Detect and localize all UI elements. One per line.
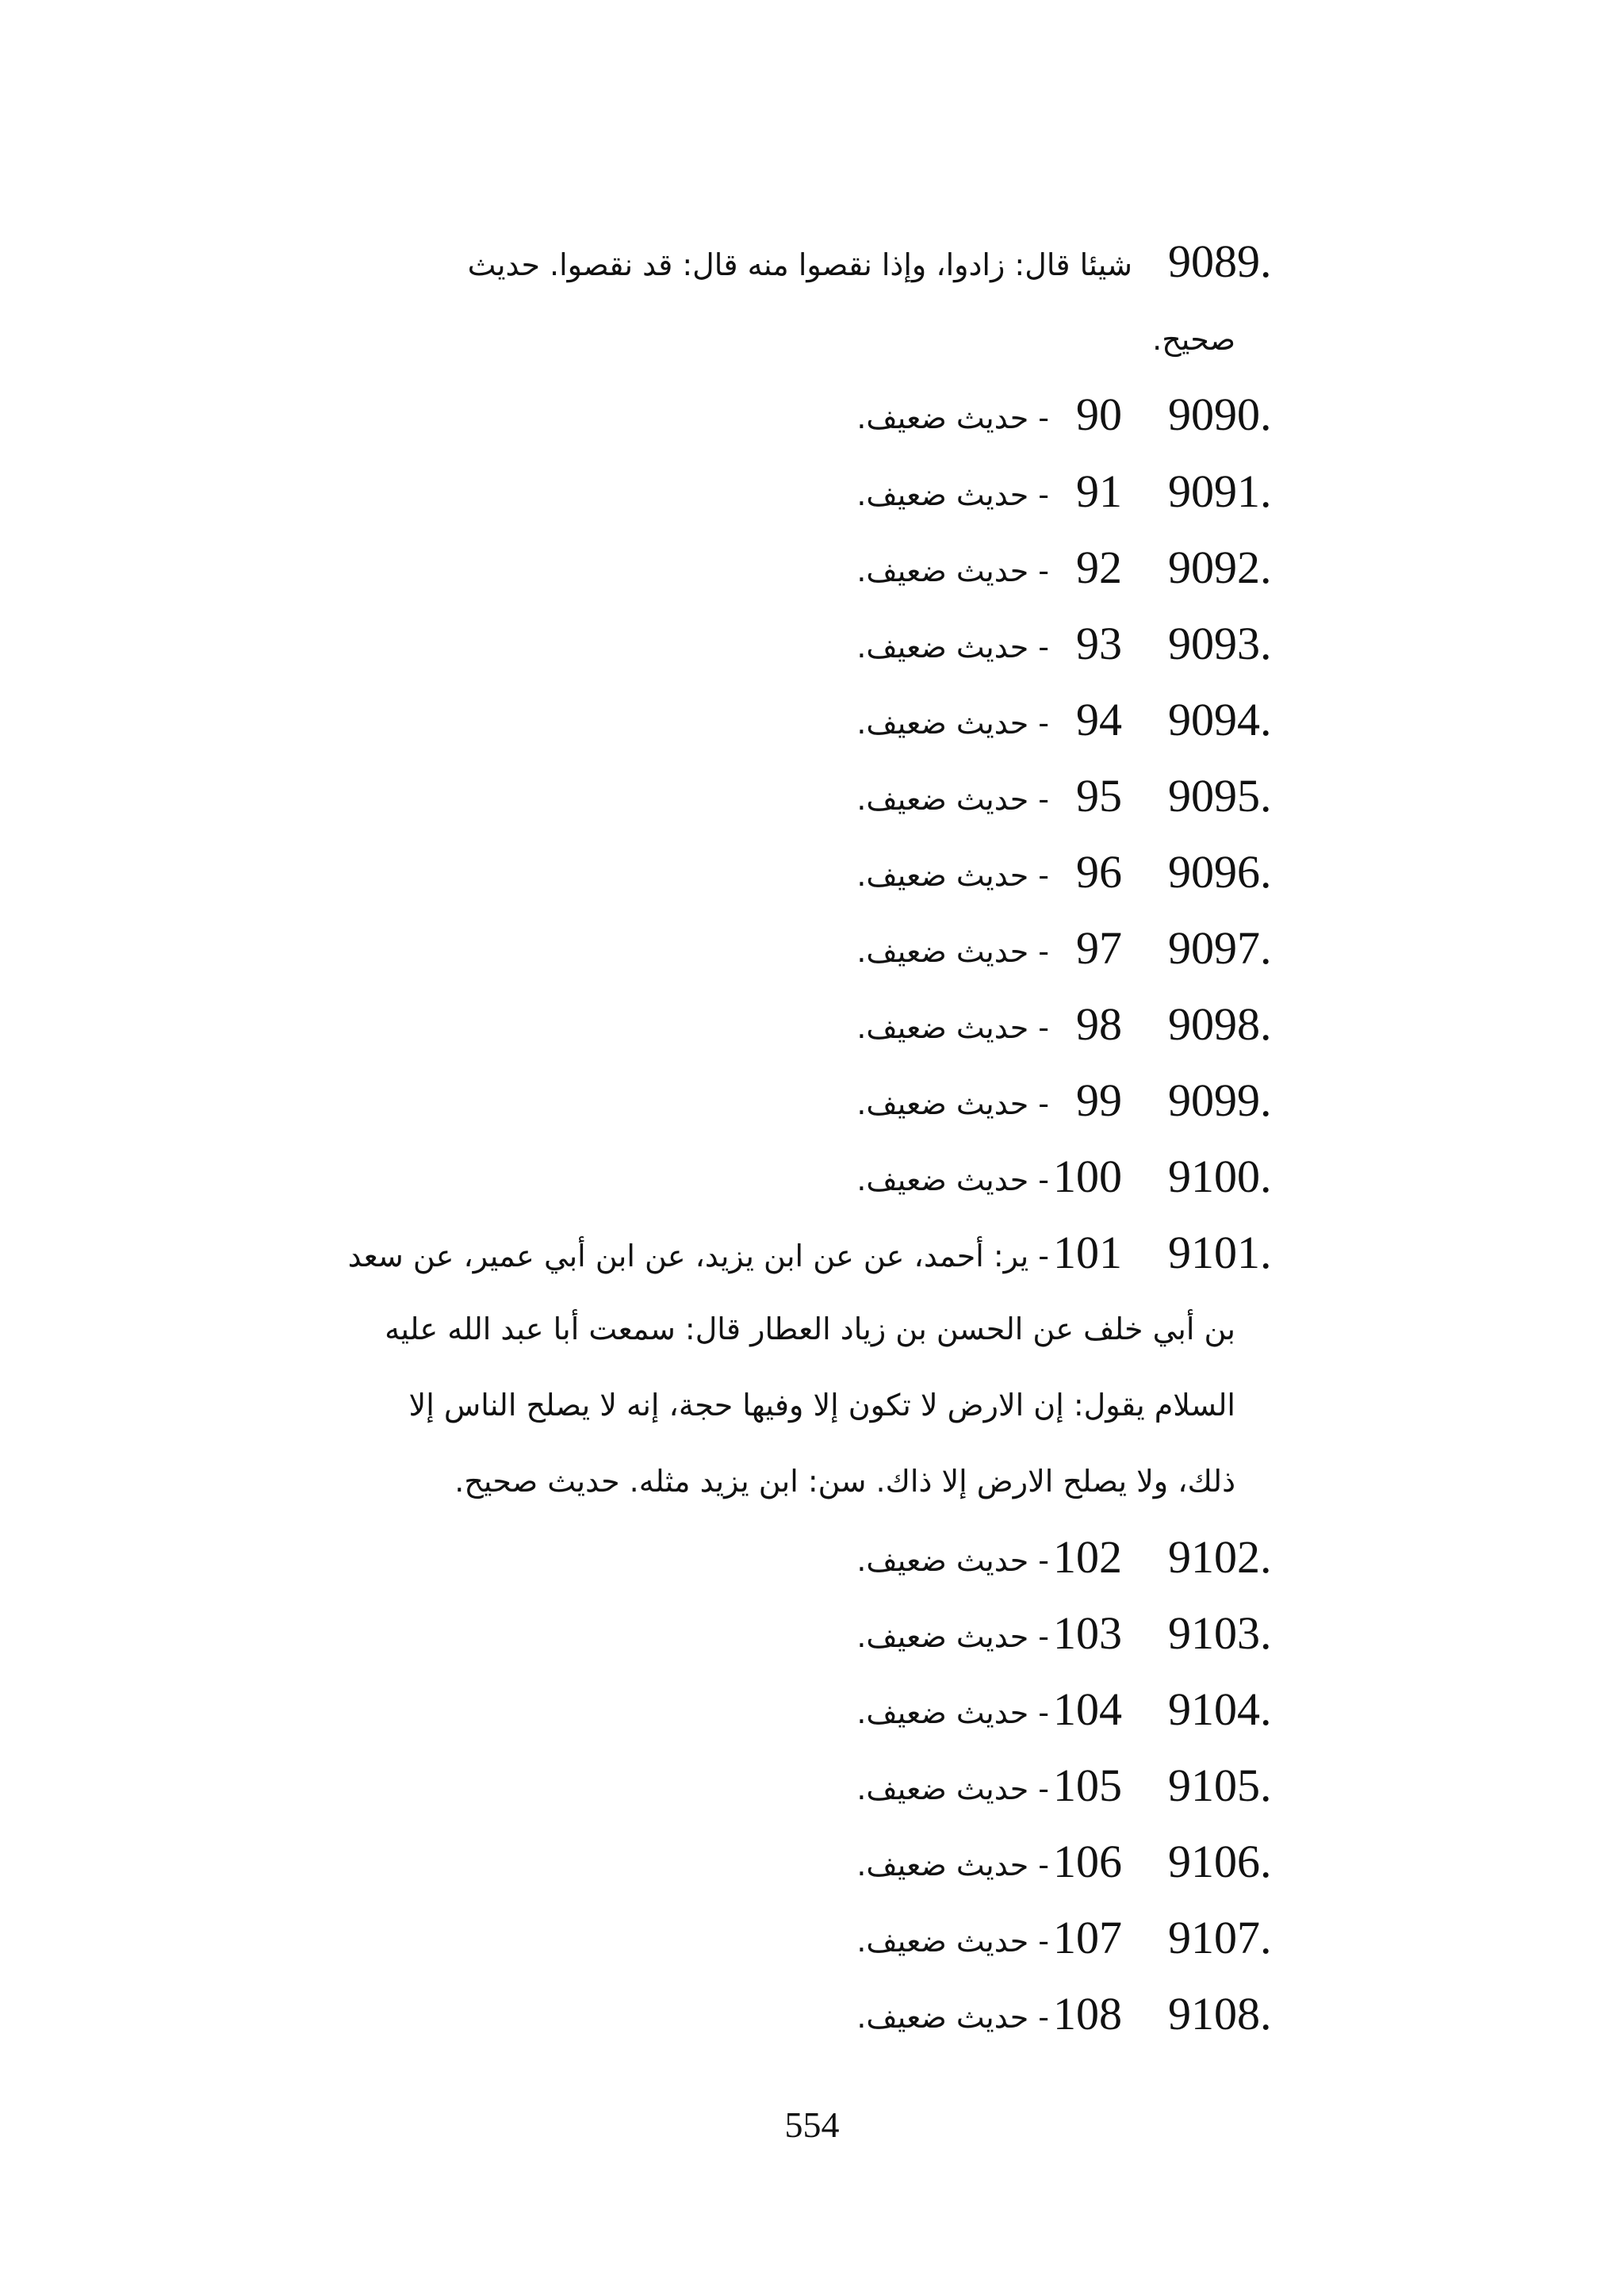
list-item: [264, 986, 1295, 1063]
entry-subnumber: 98: [1076, 998, 1122, 1050]
entry-subnumber: 100: [1053, 1151, 1122, 1202]
entry-number: 9096.: [1168, 846, 1272, 898]
entry-text: - حديث ضعيف.: [856, 1619, 1049, 1654]
list-item: [264, 1824, 1295, 1900]
entry-number: 9089.: [1168, 236, 1272, 287]
entry-text: - حديث ضعيف.: [856, 630, 1049, 664]
entry-subnumber: 91: [1076, 465, 1122, 517]
entry-continuation: ذلك، ولا يصلح الارض إلا ذاك. سن: ابن يزيد مثله. حديث صحيح.: [454, 1464, 1235, 1499]
entry-subnumber: 106: [1053, 1836, 1122, 1887]
entry-number: 9101.: [1168, 1227, 1272, 1278]
entry-subnumber: 94: [1076, 694, 1122, 745]
list-item: [264, 1063, 1295, 1139]
list-item: [264, 682, 1295, 758]
entry-text: - حديث ضعيف.: [856, 934, 1049, 969]
entry-text: - حديث ضعيف.: [856, 400, 1049, 435]
entry-text: - حديث ضعيف.: [856, 1543, 1049, 1578]
list-item: [264, 910, 1295, 986]
entry-number: 9100.: [1168, 1151, 1272, 1202]
list-item: [264, 530, 1295, 606]
list-item: [264, 606, 1295, 682]
entry-continuation: بن أبي خلف عن الحسن بن زياد العطار قال: سمعت أبا عبد الله عليه: [385, 1312, 1235, 1346]
list-item: [264, 1672, 1295, 1748]
entry-subnumber: 92: [1076, 542, 1122, 593]
entry-subnumber: 93: [1076, 618, 1122, 669]
entry-number: 9090.: [1168, 389, 1272, 440]
entry-number: 9098.: [1168, 998, 1272, 1050]
entry-text: - حديث ضعيف.: [856, 782, 1049, 817]
list-item: [264, 377, 1295, 453]
list-item: [264, 224, 1295, 300]
entry-number: 9106.: [1168, 1836, 1272, 1887]
list-item: [264, 1139, 1295, 1215]
entry-text: - حديث ضعيف.: [856, 477, 1049, 512]
list-item: [264, 834, 1295, 910]
entry-number: 9093.: [1168, 618, 1272, 669]
list-item: [264, 758, 1295, 834]
entry-subnumber: 103: [1053, 1607, 1122, 1659]
page-number: 554: [784, 2104, 840, 2145]
entry-number: 9092.: [1168, 542, 1272, 593]
entry-number: 9103.: [1168, 1607, 1272, 1659]
entry-number: 9108.: [1168, 1988, 1272, 2039]
entry-number: 9094.: [1168, 694, 1272, 745]
entry-text: - حديث ضعيف.: [856, 1695, 1049, 1730]
list-item: [264, 1900, 1295, 1976]
entry-subnumber: 96: [1076, 846, 1122, 898]
entry-number: 9104.: [1168, 1683, 1272, 1735]
entry-text: - حديث ضعيف.: [856, 1924, 1049, 1959]
entry-subnumber: 95: [1076, 770, 1122, 821]
entry-number: 9095.: [1168, 770, 1272, 821]
list-item: [264, 1519, 1295, 1595]
entry-text: - حديث ضعيف.: [856, 858, 1049, 893]
entry-subnumber: 104: [1053, 1683, 1122, 1735]
list-item: [264, 1595, 1295, 1672]
entry-subnumber: 105: [1053, 1760, 1122, 1811]
entry-text: شيئا قال: زادوا، وإذا نقصوا منه قال: قد نقصوا. حديث: [467, 247, 1132, 282]
entry-subnumber: 90: [1076, 389, 1122, 440]
list-item: [264, 1748, 1295, 1824]
entry-subnumber: 97: [1076, 922, 1122, 974]
entry-subnumber: 101: [1053, 1227, 1122, 1278]
entry-text: - حديث ضعيف.: [856, 1010, 1049, 1045]
entry-text: - حديث ضعيف.: [856, 706, 1049, 741]
list-item: [264, 1976, 1295, 2052]
entry-continuation: السلام يقول: إن الارض لا تكون إلا وفيها حجة، إنه لا يصلح الناس إلا: [408, 1388, 1235, 1423]
entry-number: 9091.: [1168, 465, 1272, 517]
entry-number: 9102.: [1168, 1531, 1272, 1583]
entry-subnumber: 107: [1053, 1912, 1122, 1963]
entry-subnumber: 99: [1076, 1074, 1122, 1126]
entry-number: 9097.: [1168, 922, 1272, 974]
entry-number: 9105.: [1168, 1760, 1272, 1811]
entry-text: - حديث ضعيف.: [856, 1771, 1049, 1806]
entry-text: - ير: أحمد، عن عن ابن يزيد، عن ابن أبي عمير، عن سعد: [347, 1239, 1049, 1273]
entry-text: - حديث ضعيف.: [856, 1162, 1049, 1197]
entry-text: - حديث ضعيف.: [856, 1848, 1049, 1882]
entry-continuation: صحيح.: [1152, 322, 1235, 357]
list-item: [264, 454, 1295, 530]
list-item: [264, 1215, 1295, 1291]
entry-subnumber: 102: [1053, 1531, 1122, 1583]
entry-number: 9107.: [1168, 1912, 1272, 1963]
entry-subnumber: 108: [1053, 1988, 1122, 2039]
entry-text: - حديث ضعيف.: [856, 2000, 1049, 2035]
entry-text: - حديث ضعيف.: [856, 553, 1049, 588]
entry-text: - حديث ضعيف.: [856, 1086, 1049, 1121]
entry-number: 9099.: [1168, 1074, 1272, 1126]
